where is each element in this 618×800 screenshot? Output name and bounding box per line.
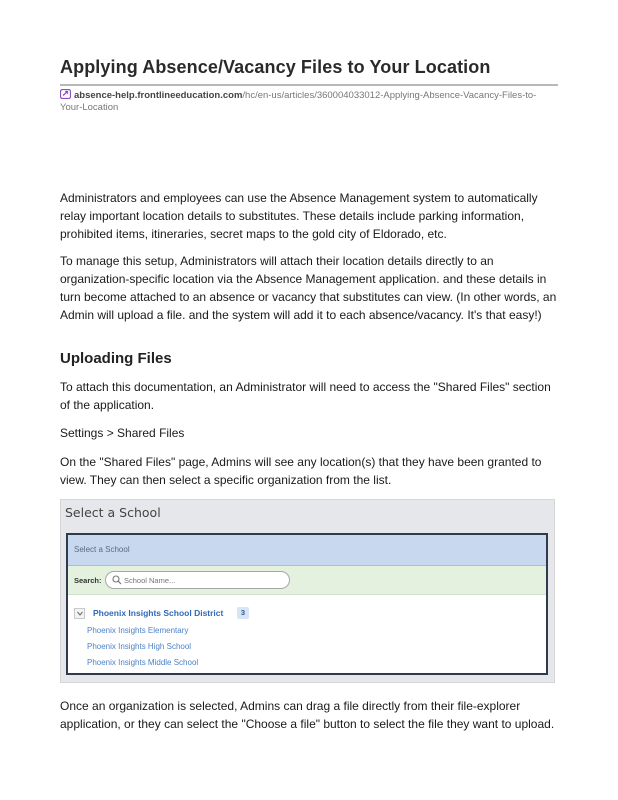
- search-row: [68, 566, 546, 595]
- panel-header-label: Select a School: [74, 545, 130, 554]
- article-title: Applying Absence/Vacancy Files to Your Location: [60, 57, 491, 77]
- settings-path: Settings > Shared Files: [60, 426, 185, 440]
- setup-paragraph: To manage this setup, Administrators will attach their location details directly to an organization-specific location via the Absence Management application. and these details in turn become attached to an absence or vacancy that substitutes can view. (In other words, an Admin will upload a file. and the system will add it to each absence/vacancy. It's that easy!): [60, 254, 557, 322]
- district-count-badge: 3: [237, 607, 249, 619]
- source-path: /hc/en-us/articles/360004033012-Applying-Absence-Vacancy-Files-to-Your-Location: [60, 90, 537, 113]
- select-school-screenshot: [60, 499, 555, 683]
- district-name[interactable]: Phoenix Insights School District: [93, 608, 224, 618]
- chevron-down-icon: [77, 611, 83, 616]
- school-item[interactable]: Phoenix Insights Elementary: [87, 626, 189, 635]
- link-icon: [60, 89, 71, 99]
- search-icon: [112, 575, 122, 585]
- section-heading: Uploading Files: [60, 350, 172, 367]
- panel-header: [68, 535, 546, 566]
- access-paragraph: To attach this documentation, an Administrator will need to access the "Shared Files" section of the application.: [60, 380, 551, 412]
- closing-paragraph: Once an organization is selected, Admins can drag a file directly from their file-explorer application, or they can select the "Choose a file" button to select the file they want to upload.: [60, 699, 555, 731]
- search-label: Search:: [74, 576, 102, 585]
- source-domain: absence-help.frontlineeducation.com: [74, 90, 243, 101]
- school-search-field[interactable]: [105, 571, 290, 589]
- window-title: Select a School: [65, 505, 161, 520]
- intro-paragraph: Administrators and employees can use the Absence Management system to automatically relay important location details to substitutes. These details include parking information, prohibited items, itineraries, secret maps to the gold city of Eldorado, etc.: [60, 191, 538, 241]
- school-item[interactable]: Phoenix Insights Middle School: [87, 658, 199, 667]
- title-divider: [60, 84, 558, 86]
- tree-toggle[interactable]: [74, 608, 85, 619]
- search-input[interactable]: [124, 574, 284, 586]
- select-school-panel: [66, 533, 548, 675]
- school-item[interactable]: Phoenix Insights High School: [87, 642, 192, 651]
- source-url[interactable]: [60, 89, 558, 114]
- shared-files-paragraph: On the "Shared Files" page, Admins will see any location(s) that they have been granted to view. They can then select a specific organization from the list.: [60, 455, 542, 487]
